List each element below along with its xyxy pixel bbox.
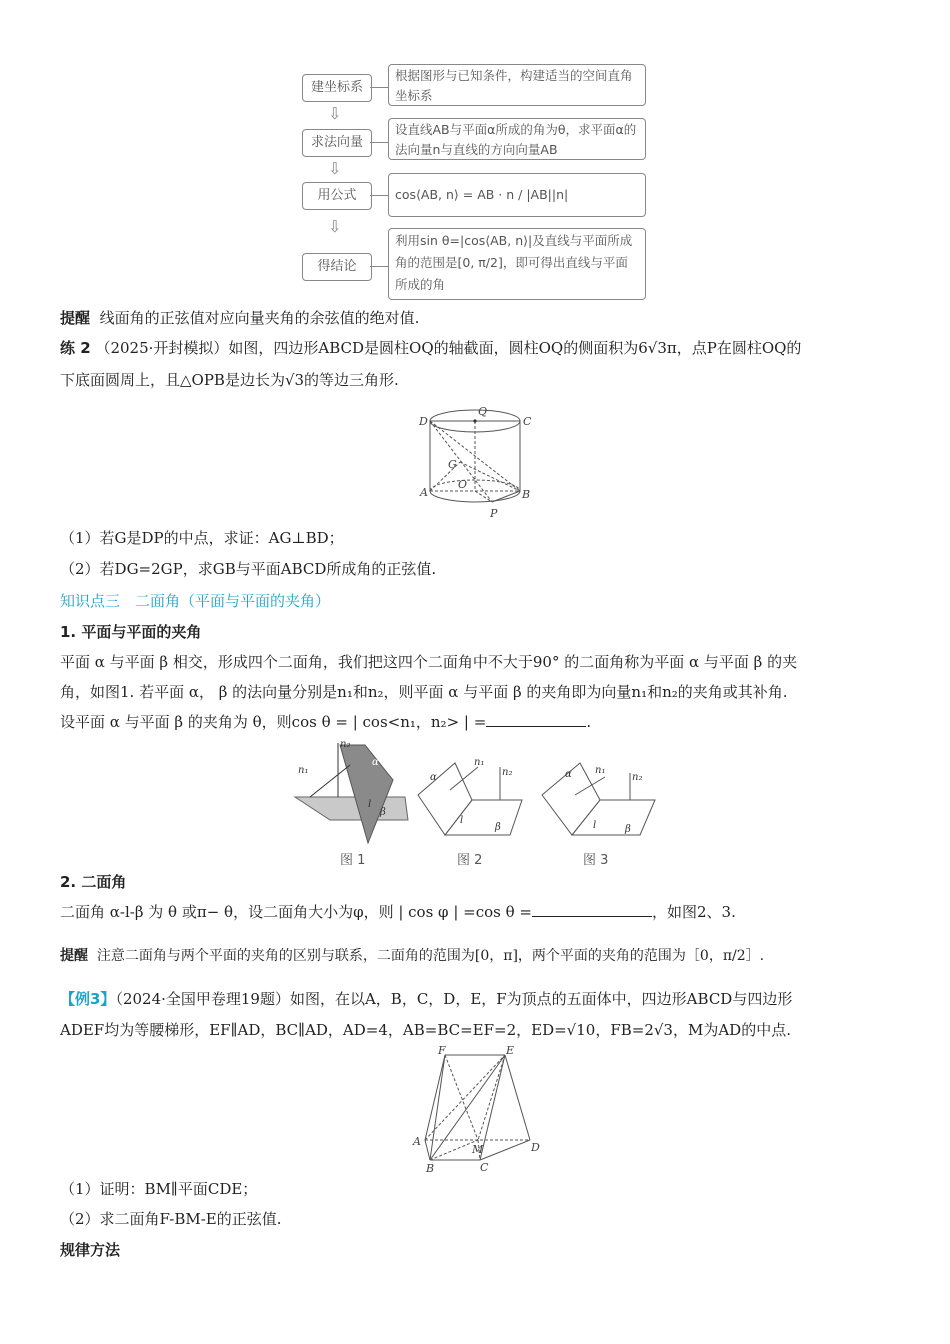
exercise-2-q2: （2）若DG=2GP，求GB与平面ABCD所成角的正弦值. — [60, 560, 437, 578]
section-paragraph-4 — [60, 902, 736, 922]
subsection-title-1: 1. 平面与平面的夹角 — [60, 623, 202, 641]
tip-text: 线面角的正弦值对应向量夹角的余弦值的绝对值. — [99, 309, 420, 327]
label-n2: n₂ — [340, 739, 351, 750]
section-paragraph-2: 角，如图1. 若平面 α， β 的法向量分别是n₁和n₂，则平面 α 与平面 β 的夹角即为向量n₁和n₂的夹角或其补角. — [60, 683, 788, 701]
figure-3 — [542, 763, 655, 835]
section-title: 知识点三 二面角（平面与平面的夹角） — [60, 592, 331, 610]
figure-2 — [418, 757, 522, 835]
label-l: l — [368, 799, 372, 810]
down-arrow-icon: ⇩ — [328, 104, 342, 123]
label-A: A — [413, 1135, 421, 1148]
answer-blank[interactable] — [532, 902, 652, 917]
example-3-q2: （2）求二面角F-BM-E的正弦值. — [60, 1210, 282, 1228]
exercise-label: 练 2 — [60, 339, 91, 357]
flow-step-1: 建坐标系 — [302, 74, 372, 102]
tip-label: 提醒 — [60, 948, 88, 964]
figure-caption-1: 图 1 — [340, 853, 366, 868]
flow-desc-4: 利用sin θ=|cos⟨AB, n⟩|及直线与平面所成角的范围是[0, π/2]，即可得出直线与平面所成的角 — [388, 228, 646, 300]
tip-text: 注意二面角与两个平面的夹角的区别与联系，二面角的范围为[0，π]，两个平面的夹角的范围为［0，π/2］. — [96, 948, 765, 964]
label-C: C — [523, 415, 532, 428]
label-A: A — [420, 486, 428, 499]
label-alpha: α — [430, 772, 437, 783]
exercise-text: （2025·开封模拟）如图，四边形ABCD是圆柱OQ的轴截面，圆柱OQ的侧面积为6√3π，点P在圆柱OQ的 — [95, 339, 802, 357]
flow-desc-1: 根据图形与已知条件，构建适当的空间直角坐标系 — [388, 64, 646, 106]
tip-2 — [60, 946, 764, 966]
label-B: B — [522, 488, 531, 501]
flow-connector — [370, 142, 388, 143]
tip-label: 提醒 — [60, 309, 91, 327]
label-G: G — [448, 458, 457, 471]
label-E: E — [506, 1045, 515, 1057]
example-label: 【例3】 — [60, 990, 116, 1008]
exercise-2-line1 — [60, 338, 801, 358]
flow-desc-2: 设直线AB与平面α所成的角为θ，求平面α的法向量n与直线的方向向量AB — [388, 118, 646, 160]
figure-caption-2: 图 2 — [457, 853, 483, 868]
label-beta: β — [495, 822, 501, 833]
flow-desc-3: cos⟨AB, n⟩ = AB · n / |AB||n| — [388, 173, 646, 217]
label-beta: β — [380, 807, 386, 818]
flow-connector — [370, 87, 388, 88]
section-paragraph-3: 设平面 α 与平面 β 的夹角为 θ，则cos θ = | cos<n₁，n₂> | = . — [60, 713, 592, 731]
label-n2: n₂ — [502, 767, 513, 778]
down-arrow-icon: ⇩ — [328, 159, 342, 178]
label-P: P — [490, 507, 498, 520]
down-arrow-icon: ⇩ — [328, 217, 342, 236]
paragraph-text: 设平面 α 与平面 β 的夹角为 θ，则cos θ = | cos<n₁，n₂> | = — [60, 713, 487, 731]
paragraph-text: ，如图2、3. — [651, 903, 736, 921]
example-3-line1 — [60, 989, 792, 1009]
figure-caption-3: 图 3 — [583, 853, 609, 868]
label-C: C — [480, 1161, 489, 1174]
label-n2: n₂ — [632, 772, 643, 783]
pentahedron-figure — [410, 1045, 545, 1175]
flow-connector — [370, 266, 388, 267]
label-O: O — [458, 478, 468, 491]
flow-step-2: 求法向量 — [302, 129, 372, 157]
segment-GB — [460, 462, 520, 491]
section-paragraph-1: 平面 α 与平面 β 相交，形成四个二面角，我们把这四个二面角中不大于90° 的二面角称为平面 α 与平面 β 的夹 — [60, 653, 798, 671]
tip-1 — [60, 308, 419, 328]
paragraph-text: 二面角 α-l-β 为 θ 或π− θ，设二面角大小为φ，则 | cos φ | =cos θ = — [60, 903, 532, 921]
label-n1: n₁ — [298, 765, 309, 776]
label-D: D — [531, 1141, 540, 1154]
methods-heading: 规律方法 — [60, 1241, 121, 1259]
label-beta: β — [625, 824, 631, 835]
exercise-2-q1: （1）若G是DP的中点，求证：AG⊥BD； — [60, 529, 344, 547]
label-l: l — [460, 815, 464, 826]
label-Q: Q — [478, 405, 488, 418]
subsection-title-2: 2. 二面角 — [60, 873, 127, 891]
label-M: M — [472, 1143, 484, 1156]
normal-n1 — [310, 765, 350, 797]
answer-blank[interactable] — [486, 712, 586, 727]
segment-PB — [492, 491, 520, 502]
label-alpha: α — [565, 769, 572, 780]
figure-1 — [295, 739, 408, 843]
segment-OP — [475, 491, 492, 502]
flow-connector — [370, 195, 388, 196]
point-Q — [473, 419, 476, 422]
example-3-line2: ADEF均为等腰梯形，EF∥AD，BC∥AD，AD=4，AB=BC=EF=2，ED=√10，FB=2√3，M为AD的中点. — [60, 1021, 791, 1039]
label-B: B — [426, 1162, 435, 1175]
label-D: D — [419, 415, 428, 428]
exercise-2-line2: 下底面圆周上，且△OPB是边长为√3的等边三角形. — [60, 371, 399, 389]
label-n1: n₁ — [474, 757, 485, 768]
example-3-q1: （1）证明：BM∥平面CDE； — [60, 1180, 258, 1198]
label-n1: n₁ — [595, 765, 606, 776]
label-F: F — [438, 1045, 446, 1057]
label-alpha: α — [372, 757, 379, 768]
example-text: （2024·全国甲卷理19题）如图，在以A，B，C，D，E，F为顶点的五面体中，四边形ABCD与四边形 — [115, 990, 793, 1008]
cylinder-figure — [412, 400, 542, 525]
label-l: l — [593, 820, 597, 831]
flow-step-3: 用公式 — [302, 182, 372, 210]
flow-step-4: 得结论 — [302, 253, 372, 281]
